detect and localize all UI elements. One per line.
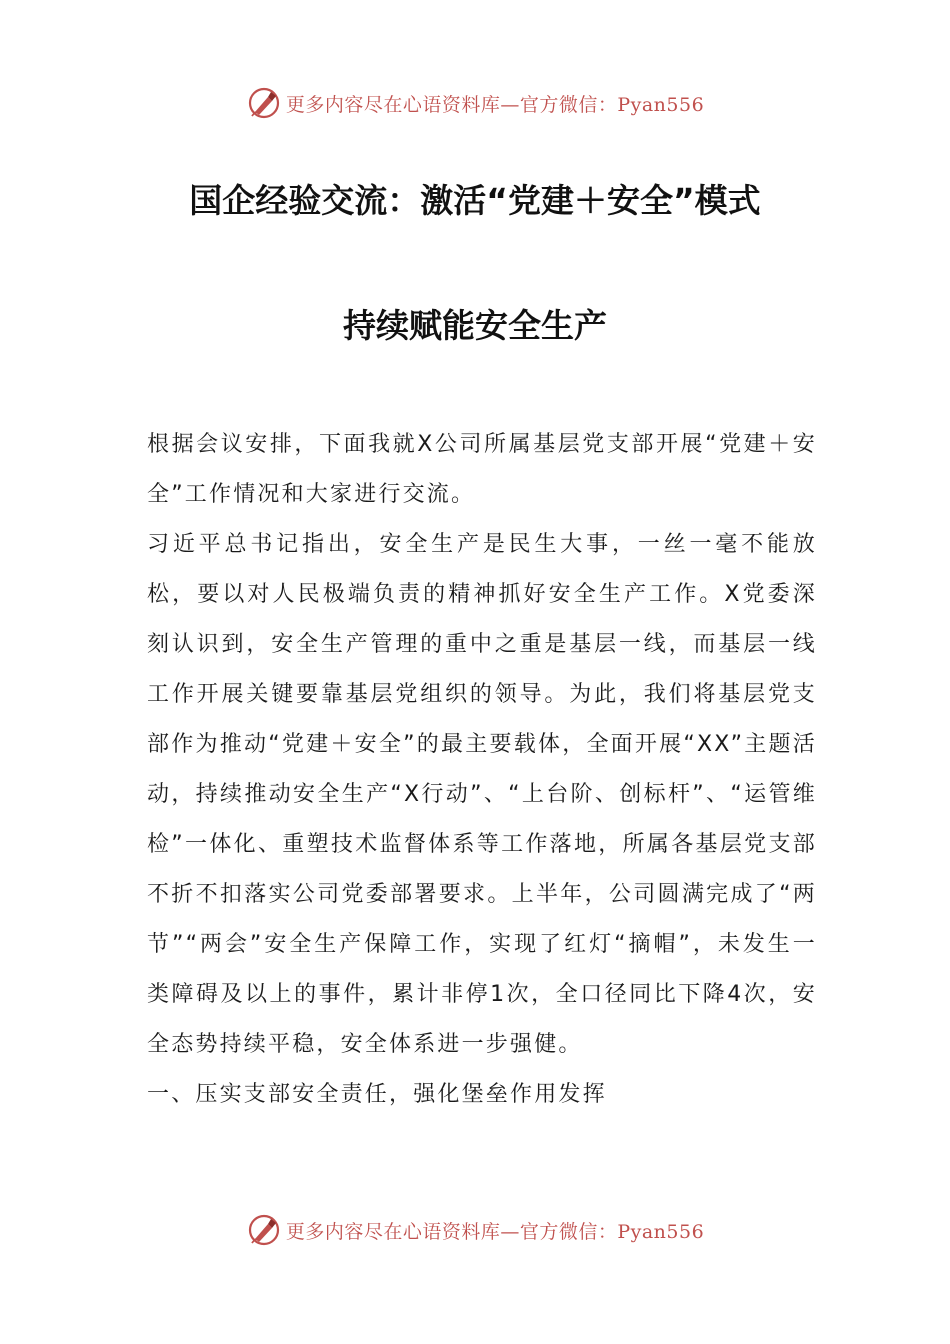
header-watermark [0,83,950,123]
pen-circle-icon [246,1212,282,1248]
paragraph-main: 习近平总书记指出，安全生产是民生大事，一丝一毫不能放松，要以对人民极端负责的精神抓好安全生产工作。X党委深刻认识到，安全生产管理的重中之重是基层一线，而基层一线工作开展关键要靠基层党组织的领导。为此，我们将基层党支部作为推动“党建＋安全”的最主要载体，全面开展“XX”主题活动，持续推动安全生产“X行动”、“上台阶、创标杆”、“运管维检”一体化、重塑技术监督体系等工作落地，所属各基层党支部不折不扣落实公司党委部署要求。上半年，公司圆满完成了“两节”“两会”安全生产保障工作，实现了红灯“摘帽”，未发生一类障碍及以上的事件，累计非停1次，全口径同比下降4次，安全态势持续平稳，安全体系进一步强健。 [147,532,817,1057]
pen-circle-icon [246,85,282,121]
section-heading: 一、压实支部安全责任，强化堡垒作用发挥 [147,1082,607,1107]
watermark-text: 更多内容尽在心语资料库—官方微信：Pyan556 [285,1220,705,1243]
document-title-line-2: 持续赋能安全生产 [343,306,607,345]
paragraph-intro: 根据会议安排，下面我就X公司所属基层党支部开展“党建＋安全”工作情况和大家进行交流。 [147,432,817,507]
document-body [147,420,817,1120]
watermark-text: 更多内容尽在心语资料库—官方微信：Pyan556 [285,93,705,116]
footer-watermark [0,1210,950,1250]
document-title-line-1: 国企经验交流：激活“党建＋安全”模式 [189,181,761,220]
